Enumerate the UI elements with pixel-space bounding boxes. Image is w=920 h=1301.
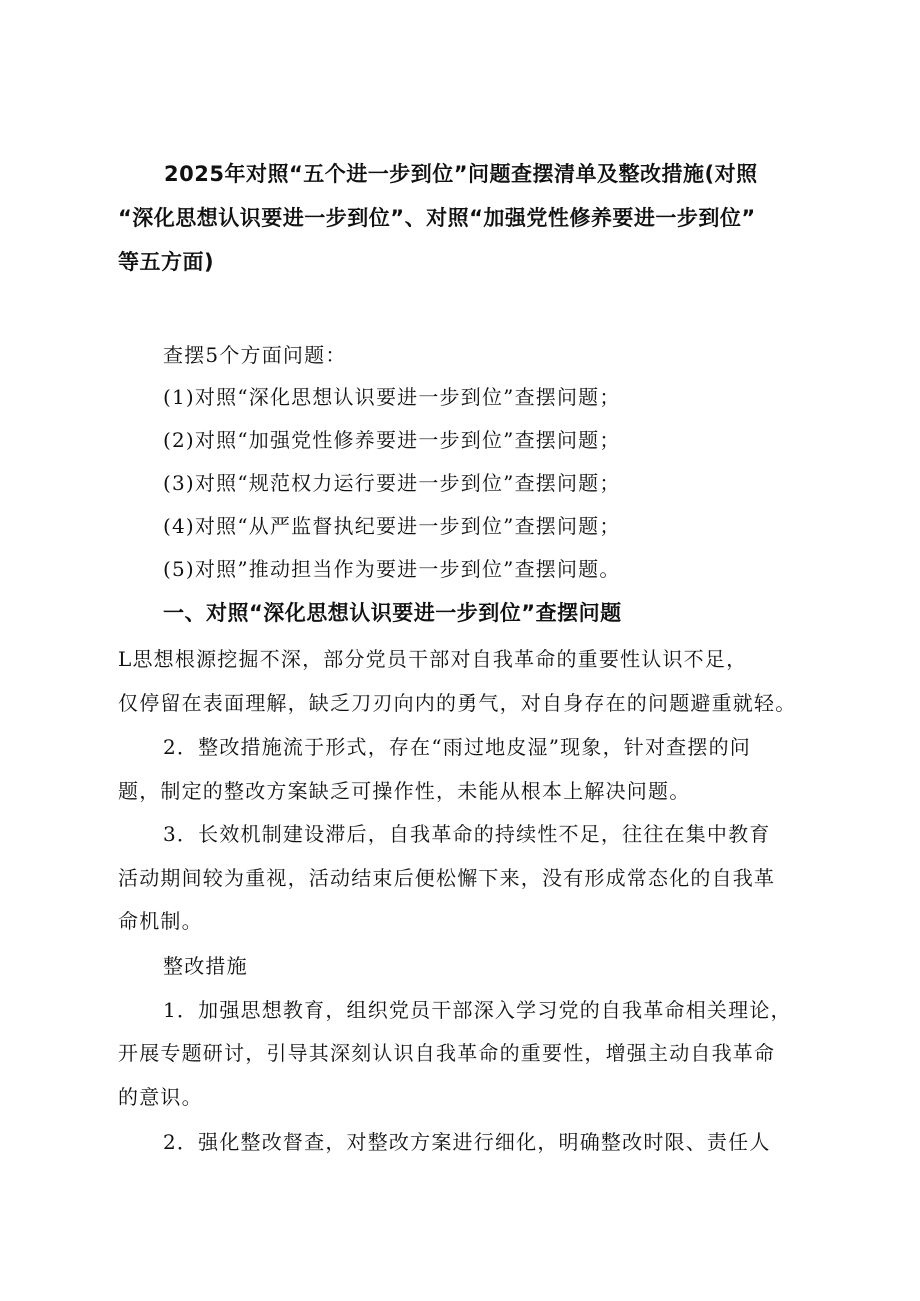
problem-2-line-2: 题，制定的整改方案缺乏可操作性，未能从根本上解决问题。 [118,779,691,803]
measure-1-line-1: 1．加强思想教育，组织党员干部深入学习党的自我革命相关理论， [163,998,792,1022]
intro-text: 查摆5个方面问题： [163,343,347,367]
aspect-item-3: (3)对照“规范权力运行要进一步到位”查摆问题； [163,471,621,495]
aspect-item-2: (2)对照“加强党性修养要进一步到位”查摆问题； [163,428,621,452]
problem-1-line-2: 仅停留在表面理解，缺乏刀刃向内的勇气，对自身存在的问题避重就轻。 [118,691,797,715]
aspect-item-4: (4)对照“从严监督执纪要进一步到位”查摆问题； [163,514,621,538]
title-line-1: 2025年对照“五个进一步到位”问题查摆清单及整改措施(对照 [164,162,758,186]
document-title [118,152,858,284]
measure-2-line-1: 2．强化整改督查，对整改方案进行细化，明确整改时限、责任人 [163,1130,771,1154]
problem-1-line-1: L思想根源挖掘不深，部分党员干部对自我革命的重要性认识不足， [118,647,748,671]
problem-3-line-1: 3．长效机制建设滞后，自我革命的持续性不足，往往在集中教育 [163,822,771,846]
aspect-item-1: (1)对照“深化思想认识要进一步到位”查摆问题； [163,385,621,409]
problem-3-line-2: 活动期间较为重视，活动结束后便松懈下来，没有形成常态化的自我革 [118,866,776,890]
measure-1-line-3: 的意识。 [118,1085,203,1109]
title-line-2: “深化思想认识要进一步到位”、对照“加强党性修养要进一步到位” [118,206,756,230]
problem-2-line-1: 2．整改措施流于形式，存在“雨过地皮湿”现象，针对查摆的问 [163,735,751,759]
title-line-3: 等五方面) [118,250,215,274]
measure-1-line-2: 开展专题研讨，引导其深刻认识自我革命的重要性，增强主动自我革命 [118,1041,776,1065]
measures-heading: 整改措施 [163,954,248,978]
aspect-item-5: (5)对照”推动担当作为要进一步到位”查摆问题。 [163,557,621,581]
section-heading: 一、对照“深化思想认识要进一步到位”查摆问题 [163,601,622,625]
problem-3-line-3: 命机制。 [118,909,203,933]
